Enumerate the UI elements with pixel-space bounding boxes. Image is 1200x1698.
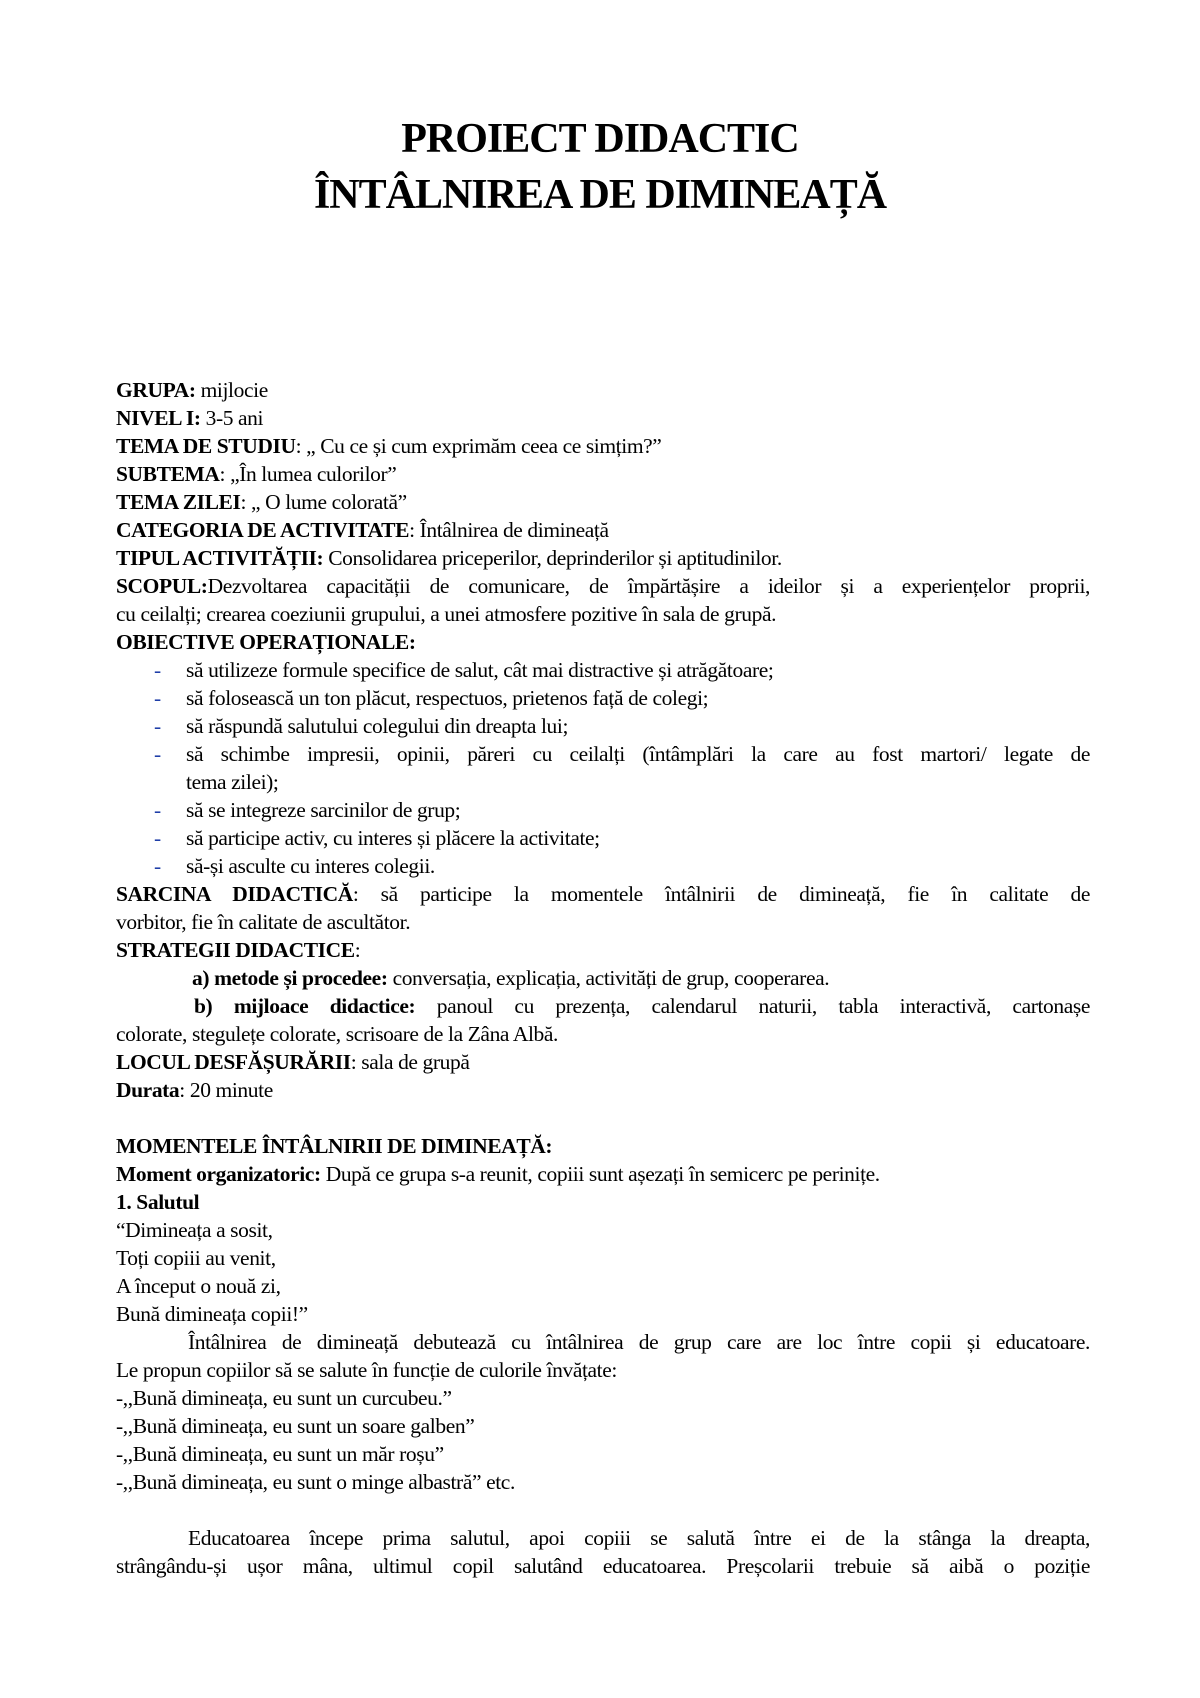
locul-line xyxy=(116,1048,1090,1076)
poem-line: “Dimineața a sosit, xyxy=(116,1218,273,1242)
paragraph-2-line-2: strângându-și ușor mâna, ultimul copil salutând educatoarea. Preșcolarii trebuie să aibă o poziție xyxy=(116,1554,1090,1578)
subtema-value: : „În lumea culorilor” xyxy=(219,462,397,486)
categoria-label: CATEGORIA DE ACTIVITATE xyxy=(116,518,410,542)
tema-value: : „ Cu ce și cum exprimăm ceea ce simțim?” xyxy=(295,434,662,458)
objective-text: să schimbe impresii, opinii, păreri cu ceilalți (întâmplări la care au fost martori/ legate de xyxy=(186,742,1090,766)
objective-item xyxy=(116,740,1090,768)
categoria-line xyxy=(116,516,1090,544)
nivel-line xyxy=(116,404,1090,432)
objective-text: tema zilei); xyxy=(186,770,279,794)
tipul-line xyxy=(116,544,1090,572)
scopul-line-2: cu ceilalți; crearea coeziunii grupului, a unei atmosfere pozitive în sala de grupă. xyxy=(116,602,777,626)
tema-zilei-line xyxy=(116,488,1090,516)
mijloace-line-1 xyxy=(116,992,1090,1020)
strategii-heading: STRATEGII DIDACTICE xyxy=(116,938,355,962)
document-subtitle: ÎNTÂLNIREA DE DIMINEAȚĂ xyxy=(313,172,887,218)
moment-organizatoric-value: După ce grupa s-a reunit, copiii sunt așezați în semicerc pe perinițe. xyxy=(320,1162,880,1186)
greeting-line: -,,Bună dimineața, eu sunt un soare galben” xyxy=(116,1414,475,1438)
grupa-value: mijlocie xyxy=(195,378,268,402)
tema-label: TEMA DE STUDIU xyxy=(116,434,296,458)
scopul-label: SCOPUL: xyxy=(116,574,208,598)
bullet-dash: - xyxy=(154,826,161,850)
mijloace-value: panoul cu prezența, calendarul naturii, tabla interactivă, cartonașe xyxy=(415,994,1090,1018)
categoria-value: : Întâlnirea de dimineață xyxy=(409,518,609,542)
objective-item xyxy=(116,852,1090,880)
strategii-colon: : xyxy=(354,938,361,962)
paragraph-2-line-1: Educatoarea începe prima salutul, apoi copiii se salută între ei de la stânga la dreapta, xyxy=(188,1526,1090,1550)
poem-line: Toți copiii au venit, xyxy=(116,1246,276,1270)
moment-organizatoric-label: Moment organizatoric: xyxy=(116,1162,321,1186)
document-body xyxy=(116,376,1090,1580)
objective-text: să se integreze sarcinilor de grup; xyxy=(186,798,461,822)
greeting-line: -,,Bună dimineața, eu sunt un curcubeu.” xyxy=(116,1386,452,1410)
durata-label: Durata xyxy=(116,1078,180,1102)
metode-label: a) metode și procedee: xyxy=(192,966,388,990)
moment-organizatoric-line xyxy=(116,1160,1090,1188)
salutul-heading: 1. Salutul xyxy=(116,1190,200,1214)
spacer xyxy=(116,1104,1090,1132)
grupa-label: GRUPA: xyxy=(116,378,196,402)
objective-item xyxy=(116,796,1090,824)
mijloace-label: b) mijloace didactice: xyxy=(194,994,416,1018)
tema-line xyxy=(116,432,1090,460)
scopul-text-1: Dezvoltarea capacității de comunicare, de împărtășire a ideilor și a experiențelor proprii, xyxy=(207,574,1090,598)
spacer xyxy=(116,1496,1090,1524)
grupa-line xyxy=(116,376,1090,404)
poem-line: Bună dimineața copii!” xyxy=(116,1302,308,1326)
objective-text: să răspundă salutului colegului din dreapta lui; xyxy=(186,714,569,738)
bullet-dash: - xyxy=(154,798,161,822)
poem-line: A început o nouă zi, xyxy=(116,1274,281,1298)
locul-label: LOCUL DESFĂȘURĂRII xyxy=(116,1050,351,1074)
sarcina-line-1 xyxy=(116,880,1090,908)
tipul-label: TIPUL ACTIVITĂȚII: xyxy=(116,546,324,570)
bullet-dash: - xyxy=(154,854,161,878)
momente-heading: MOMENTELE ÎNTÂLNIRII DE DIMINEAȚĂ: xyxy=(116,1134,553,1158)
metode-value: conversația, explicația, activități de grup, cooperarea. xyxy=(387,966,830,990)
metode-line xyxy=(116,964,1090,992)
paragraph-1-line-1: Întâlnirea de dimineață debutează cu întâlnirea de grup care are loc între copii și educatoare. xyxy=(188,1330,1090,1354)
subtema-line xyxy=(116,460,1090,488)
locul-value: : sala de grupă xyxy=(350,1050,470,1074)
objective-item xyxy=(116,656,1090,684)
bullet-dash: - xyxy=(154,742,161,766)
objective-item xyxy=(116,712,1090,740)
mijloace-line-2: colorate, stegulețe colorate, scrisoare de la Zâna Albă. xyxy=(116,1022,559,1046)
tema-zilei-label: TEMA ZILEI xyxy=(116,490,241,514)
greeting-line: -,,Bună dimineața, eu sunt un măr roșu” xyxy=(116,1442,444,1466)
objective-item xyxy=(116,824,1090,852)
objective-item xyxy=(116,684,1090,712)
nivel-value: 3-5 ani xyxy=(200,406,264,430)
nivel-label: NIVEL I: xyxy=(116,406,201,430)
subtema-label: SUBTEMA xyxy=(116,462,220,486)
sarcina-line-2: vorbitor, fie în calitate de ascultător. xyxy=(116,910,411,934)
bullet-dash: - xyxy=(154,658,161,682)
tema-zilei-value: : „ O lume colorată” xyxy=(240,490,407,514)
objective-text: să utilizeze formule specifice de salut, cât mai distractive și atrăgătoare; xyxy=(186,658,774,682)
document-title: PROIECT DIDACTIC xyxy=(401,116,799,162)
scopul-line-1 xyxy=(116,572,1090,600)
objective-text: să participe activ, cu interes și plăcere la activitate; xyxy=(186,826,600,850)
sarcina-label: SARCINA DIDACTICĂ xyxy=(116,882,353,906)
bullet-dash: - xyxy=(154,686,161,710)
objectives-heading: OBIECTIVE OPERAȚIONALE: xyxy=(116,630,416,654)
greeting-line: -,,Bună dimineața, eu sunt o minge albastră” etc. xyxy=(116,1470,515,1494)
objective-item-continuation xyxy=(116,768,1090,796)
objective-text: să-și asculte cu interes colegii. xyxy=(186,854,435,878)
strategii-line xyxy=(116,936,1090,964)
paragraph-1-line-2: Le propun copiilor să se salute în funcție de culorile învățate: xyxy=(116,1358,617,1382)
objective-text: să folosească un ton plăcut, respectuos, prietenos față de colegi; xyxy=(186,686,709,710)
tipul-value: Consolidarea priceperilor, deprinderilor și aptitudinilor. xyxy=(323,546,782,570)
durata-line xyxy=(116,1076,1090,1104)
durata-value: : 20 minute xyxy=(179,1078,273,1102)
sarcina-text-1: : să participe la momentele întâlnirii de dimineață, fie în calitate de xyxy=(352,882,1090,906)
bullet-dash: - xyxy=(154,714,161,738)
